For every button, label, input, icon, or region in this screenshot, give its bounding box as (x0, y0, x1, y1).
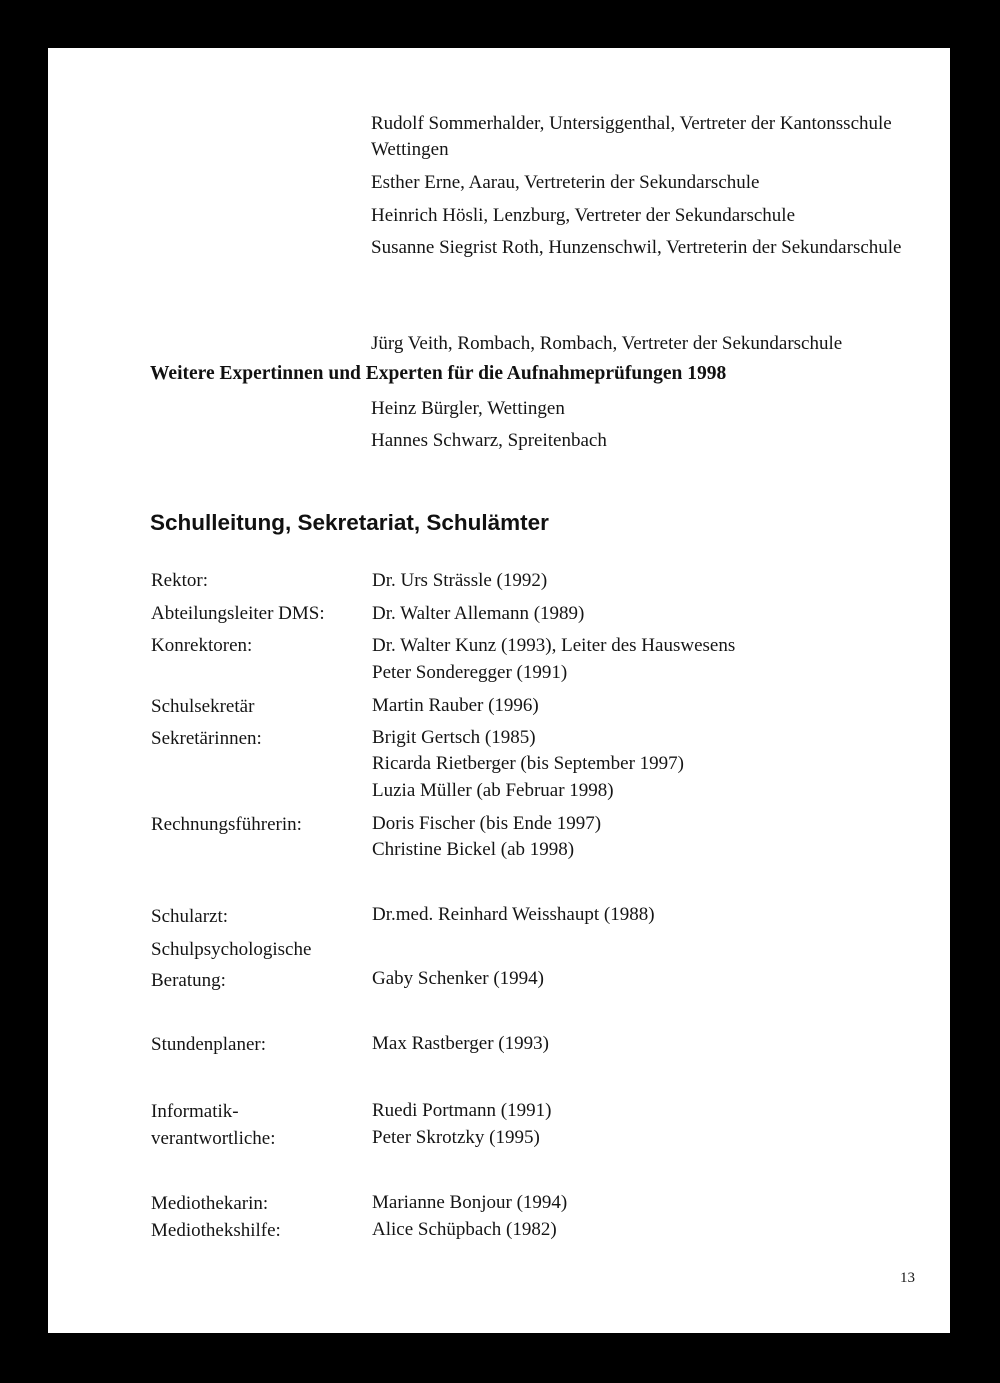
document-page (48, 48, 950, 1333)
member-entry: Jürg Veith, Rombach, Rombach, Vertreter der Sekundarschule (371, 333, 843, 354)
role-value: Ruedi Portmann (1991) (372, 1100, 552, 1121)
role-value: Doris Fischer (bis Ende 1997) (372, 813, 602, 834)
member-entry: Rudolf Sommerhalder, Untersiggenthal, Vertreter der Kantonsschule Wettingen (371, 113, 892, 160)
experts-heading: Weitere Expertinnen und Experten für die Aufnahmeprüfungen 1998 (150, 363, 727, 384)
role-label: Mediothekshilfe: (151, 1220, 281, 1241)
role-value: Peter Sonderegger (1991) (372, 662, 568, 683)
role-value: Peter Skrotzky (1995) (372, 1127, 540, 1148)
expert-entry: Hannes Schwarz, Spreitenbach (371, 430, 607, 451)
expert-entry: Heinz Bürgler, Wettingen (371, 398, 565, 419)
page-number: 13 (900, 1270, 915, 1286)
role-value: Martin Rauber (1996) (372, 695, 539, 716)
role-value: Christine Bickel (ab 1998) (372, 839, 575, 860)
role-label: Informatik- (151, 1101, 239, 1122)
role-value: Max Rastberger (1993) (372, 1033, 549, 1054)
role-label: verantwortliche: (151, 1128, 276, 1149)
role-label: Abteilungsleiter DMS: (151, 603, 325, 624)
role-label: Stundenplaner: (151, 1034, 267, 1055)
role-value: Dr. Walter Kunz (1993), Leiter des Hauswesens (372, 635, 736, 656)
role-label: Rektor: (151, 570, 208, 591)
role-value: Marianne Bonjour (1994) (372, 1192, 568, 1213)
role-value: Brigit Gertsch (1985) (372, 727, 536, 748)
role-value: Dr. Walter Allemann (1989) (372, 603, 585, 624)
role-label: Schulsekretär (151, 696, 255, 717)
role-value: Luzia Müller (ab Februar 1998) (372, 780, 614, 801)
section-title: Schulleitung, Sekretariat, Schulämter (150, 510, 549, 535)
role-value: Gaby Schenker (1994) (372, 968, 545, 989)
role-label: Mediothekarin: (151, 1193, 269, 1214)
member-entry: Heinrich Hösli, Lenzburg, Vertreter der Sekundarschule (371, 205, 796, 226)
role-label: Sekretärinnen: (151, 728, 262, 749)
role-label: Rechnungsführerin: (151, 814, 302, 835)
role-value: Dr. Urs Strässle (1992) (372, 570, 548, 591)
role-value: Alice Schüpbach (1982) (372, 1219, 557, 1240)
role-label: Konrektoren: (151, 635, 253, 656)
role-label: Beratung: (151, 970, 226, 991)
member-entry: Esther Erne, Aarau, Vertreterin der Sekundarschule (371, 172, 760, 193)
role-value: Ricarda Rietberger (bis September 1997) (372, 753, 684, 774)
role-label: Schularzt: (151, 906, 229, 927)
member-entry: Susanne Siegrist Roth, Hunzenschwil, Vertreterin der Sekundarschule (371, 237, 902, 258)
role-value: Dr.med. Reinhard Weisshaupt (1988) (372, 904, 655, 925)
role-label: Schulpsychologische (151, 939, 312, 960)
